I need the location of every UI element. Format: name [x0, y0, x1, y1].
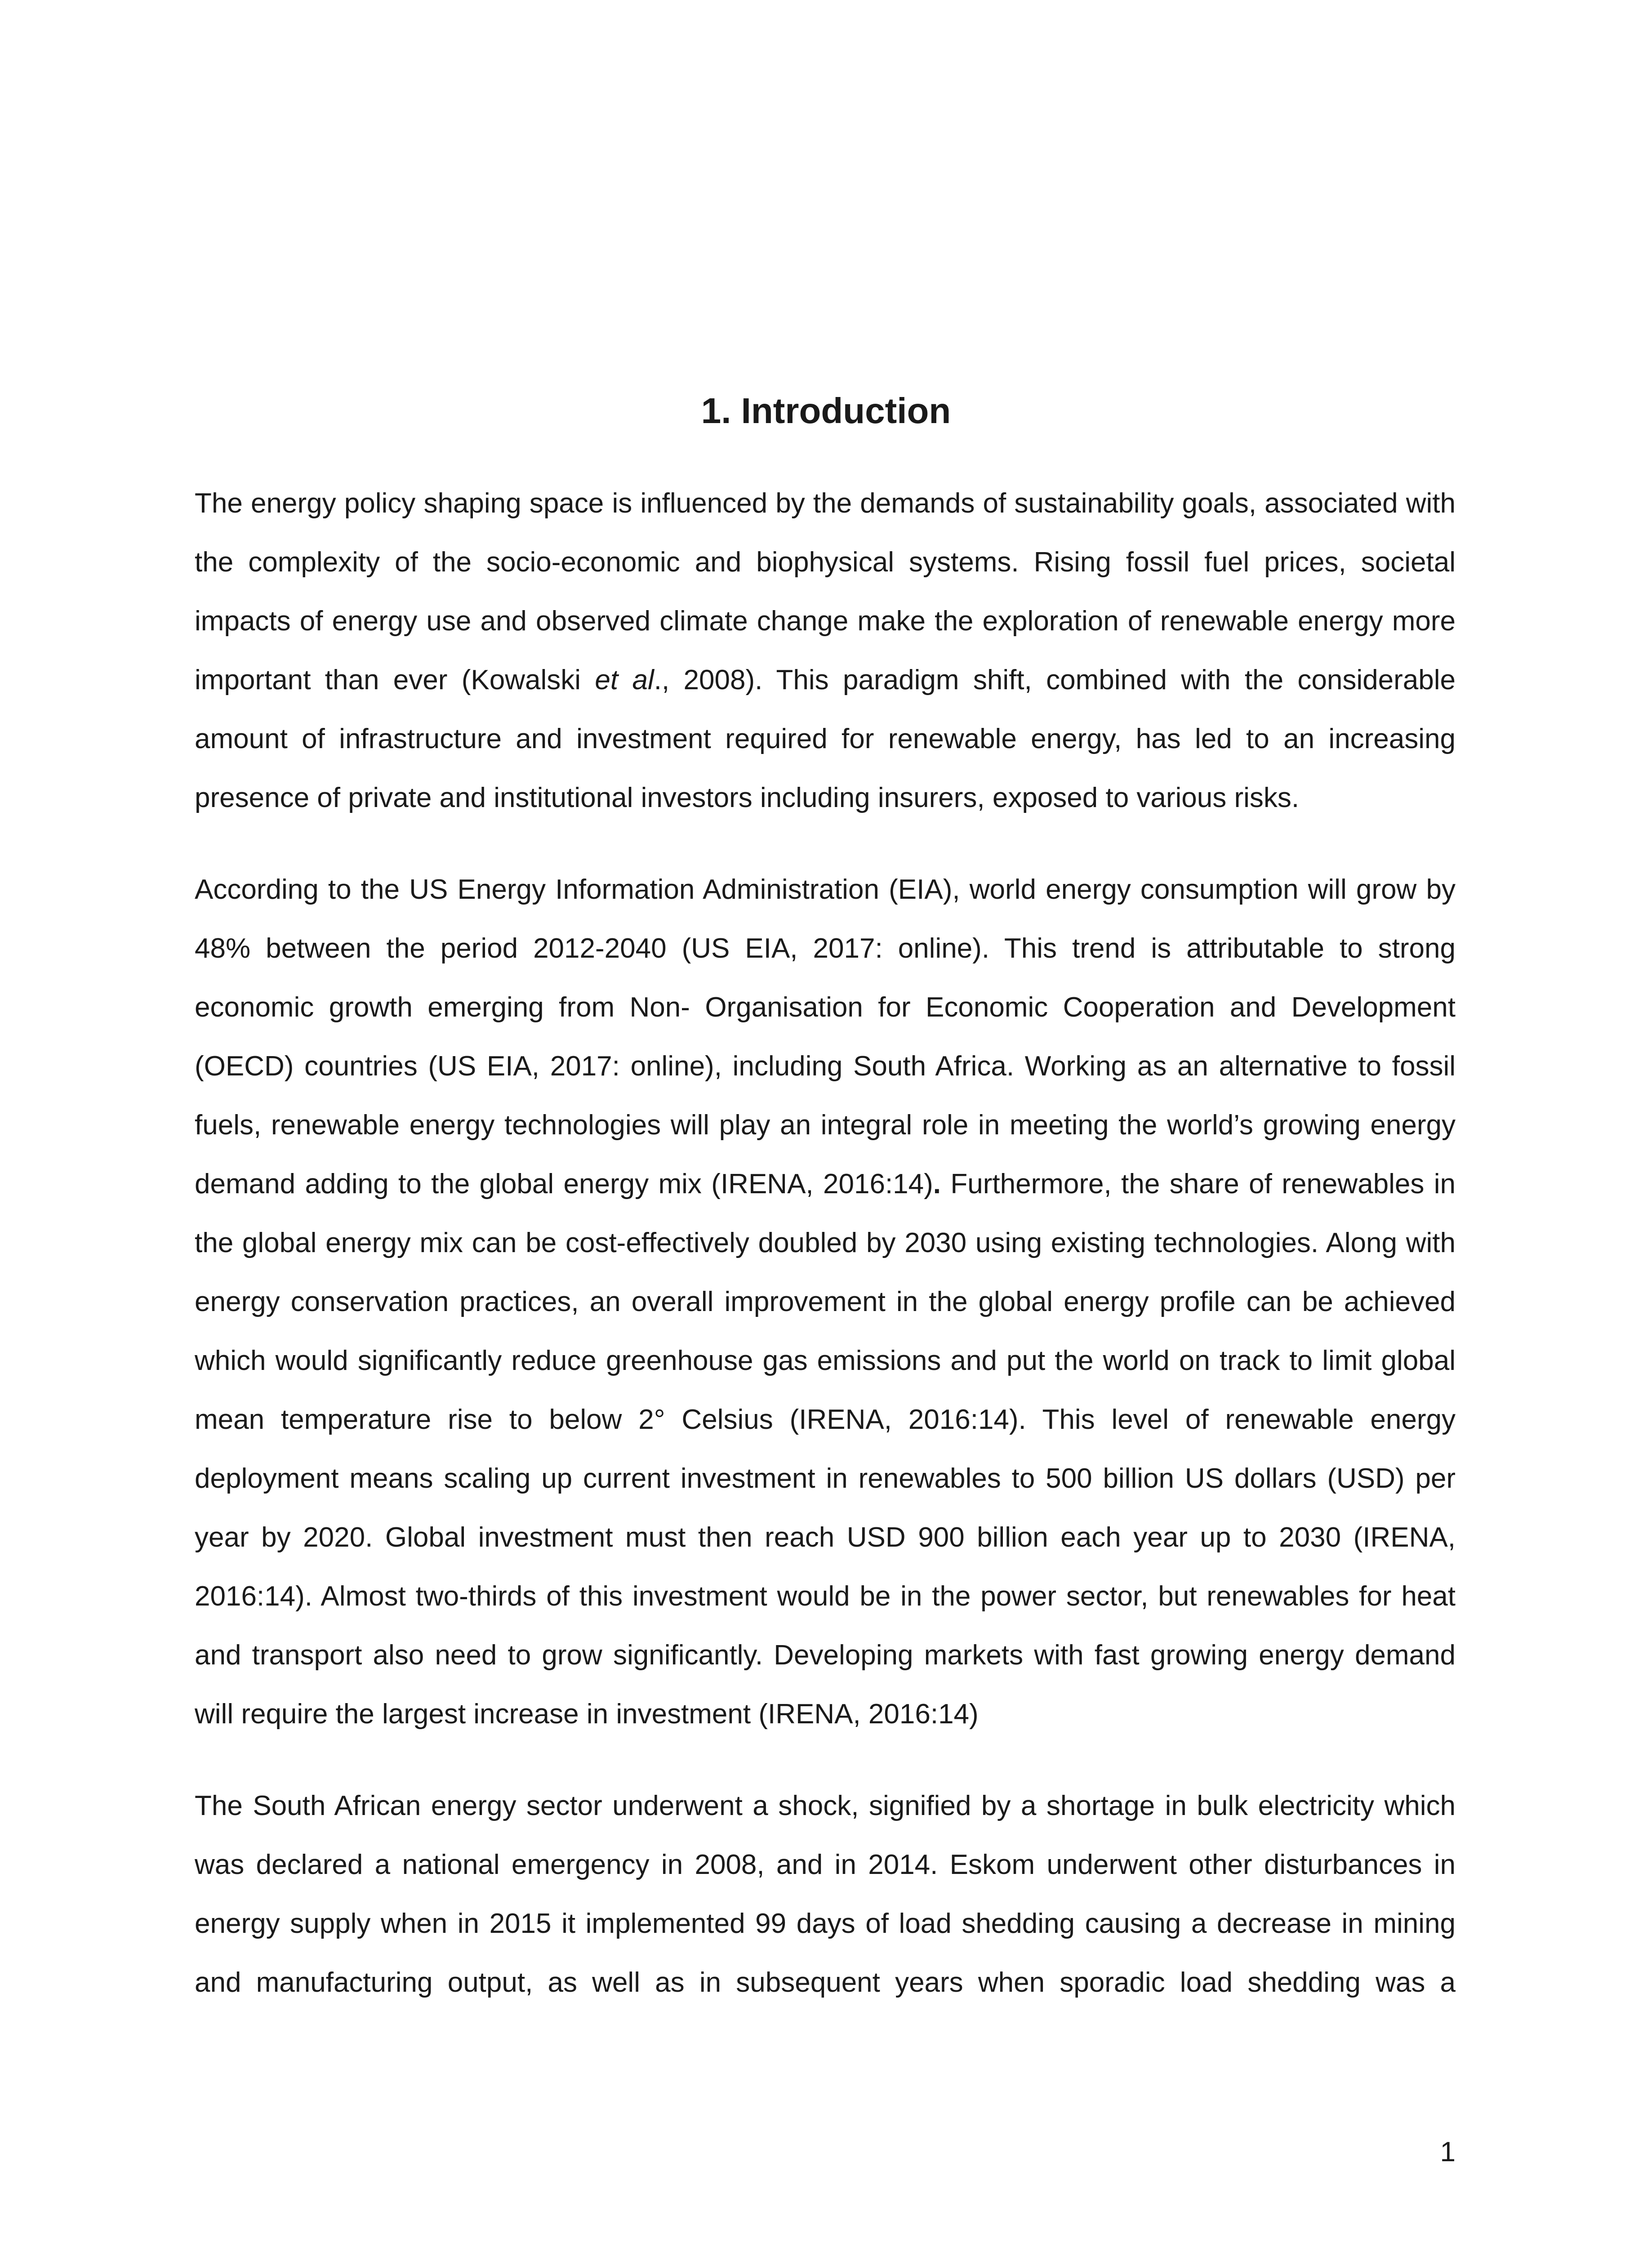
paragraph-1: [195, 474, 1456, 827]
paragraph-2: [195, 860, 1456, 1744]
paragraph-2-text-a: According to the US Energy Information Administration (EIA), world energy consumption will grow by 48% between the period 2012-2040 (US EIA, 2017: online). This trend is attributable to strong economic growth emerging from Non- Organisation for Economic Cooperation and Development (OECD) countries (US EIA, 2017: online), including South Africa. Working as an alternative to fossil fuels, renewable energy technologies will play an integral role in meeting the world’s growing energy demand adding to the global energy mix (IRENA, 2016:14): [195, 874, 1456, 1200]
paragraph-3-text: The South African energy sector underwent a shock, signified by a shortage in bulk electricity which was declared a national emergency in 2008, and in 2014. Eskom underwent other disturbances in energy supply when in 2015 it implemented 99 days of load shedding causing a decrease in mining and manufacturing output, as well as in subsequent years when sporadic load shedding was a: [195, 1790, 1456, 1998]
paragraph-2-bold-period: .: [933, 1169, 941, 1200]
paragraph-1-text-b: ., 2008). This paradigm shift, combined with the considerable amount of infrastructure and investment required for renewable energy, has led to an increasing presence of private and institutional investors including insurers, exposed to various risks.: [195, 665, 1456, 813]
paragraph-3: [195, 1776, 1456, 2012]
body-text: [195, 474, 1456, 2012]
paragraph-1-italic-et-al: et al: [595, 665, 654, 696]
paragraph-2-text-b: Furthermore, the share of renewables in the global energy mix can be cost-effectively doubled by 2030 using existing technologies. Along with energy conservation practices, an overall improvement in the global energy profile can be achieved which would significantly reduce greenhouse gas emissions and put the world on track to limit global mean temperature rise to below 2° Celsius (IRENA, 2016:14). This level of renewable energy deployment means scaling up current investment in renewables to 500 billion US dollars (USD) per year by 2020. Global investment must then reach USD 900 billion each year up to 2030 (IRENA, 2016:14). Almost two-thirds of this investment would be in the power sector, but renewables for heat and transport also need to grow significantly. Developing markets with fast growing energy demand will require the largest increase in investment (IRENA, 2016:14): [195, 1169, 1456, 1730]
section-heading: 1. Introduction: [701, 390, 951, 431]
paragraph-1-text-a: The energy policy shaping space is influenced by the demands of sustainability goals, associated with the complexity of the socio-economic and biophysical systems. Rising fossil fuel prices, societal impacts of energy use and observed climate change make the exploration of renewable energy more important than ever (Kowalski: [195, 488, 1456, 696]
page-number: 1: [1440, 2136, 1456, 2168]
